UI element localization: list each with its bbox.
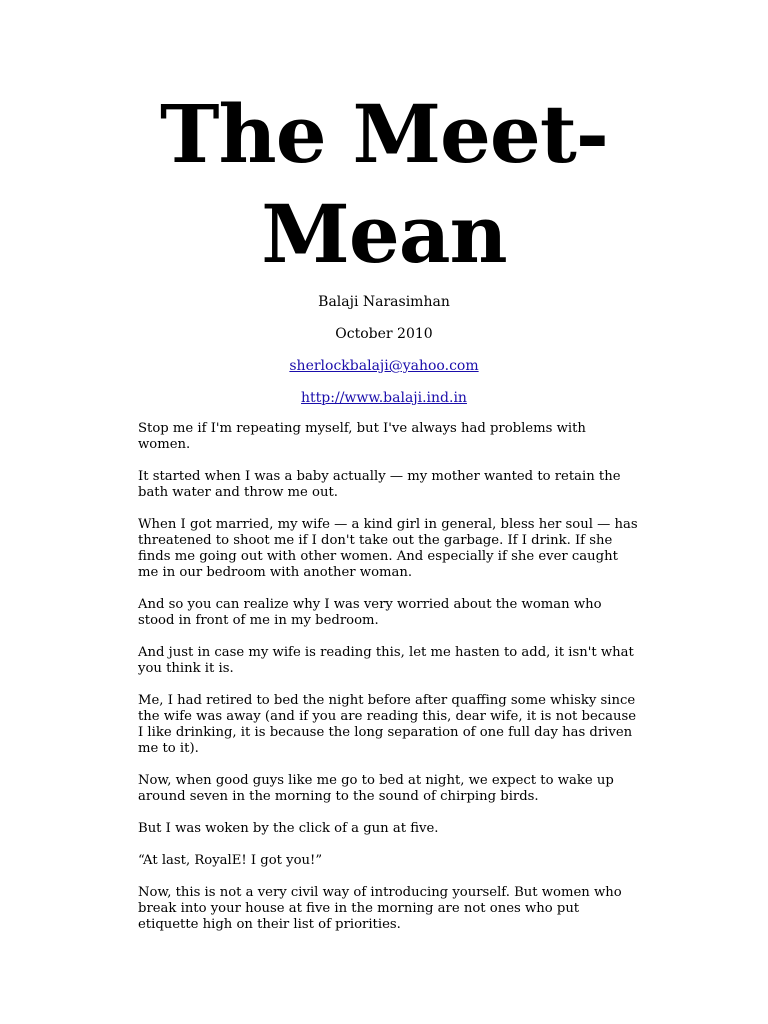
author-website-link[interactable]: http://www.balaji.ind.in [301,390,467,406]
paragraph: Stop me if I'm repeating myself, but I've always had problems with women. [138,421,586,452]
paragraph: “At last, RoyalE! I got you!” [138,853,323,868]
paragraph: It started when I was a baby actually — my mother wanted to retain the bath water and throw me out. [138,469,621,500]
paragraph: Me, I had retired to bed the night before after quaffing some whisky since the wife was away (and if you are reading this, dear wife, it is not because I like drinking, it is because the long separation of one full day has driven me to it). [138,693,637,756]
title-line-1: The Meet- [160,87,608,181]
paragraph: And just in case my wife is reading this, let me hasten to add, it isn't what you think it is. [138,645,634,676]
title-line-2: Mean [261,187,507,281]
paragraph: And so you can realize why I was very worried about the woman who stood in front of me in my bedroom. [138,597,602,628]
author-name: Balaji Narasimhan [318,294,450,310]
paragraph: But I was woken by the click of a gun at five. [138,821,439,836]
paragraph: When I got married, my wife — a kind girl in general, bless her soul — has threatened to shoot me if I don't take out the garbage. If I drink. If she finds me going out with other women. And especially if she ever caught me in our bedroom with another woman. [138,517,638,580]
story-body [138,421,638,949]
author-email-link[interactable]: sherlockbalaji@yahoo.com [289,358,479,374]
paragraph: Now, when good guys like me go to bed at night, we expect to wake up around seven in the morning to the sound of chirping birds. [138,773,614,804]
paragraph: Now, this is not a very civil way of introducing yourself. But women who break into your house at five in the morning are not ones who put etiquette high on their list of priorities. [138,885,622,932]
document-title [0,84,768,284]
publication-date: October 2010 [335,326,433,342]
author-email-line [0,357,768,375]
author-website-line [0,389,768,407]
